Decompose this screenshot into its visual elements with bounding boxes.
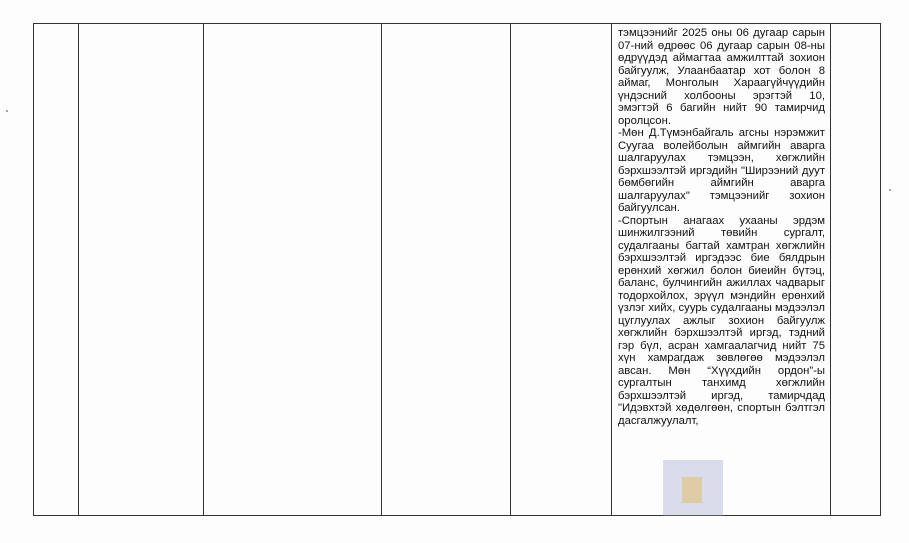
stamp-mark xyxy=(663,460,723,516)
table-cell-col4 xyxy=(382,24,511,516)
table-cell-col3 xyxy=(204,24,382,516)
table-row xyxy=(34,24,881,516)
table-cell-activity-description xyxy=(612,24,831,516)
paragraph-volleyball-event: -Мөн Д.Түмэнбайгаль агсны нэрэмжит Суугаа волейболын аймгийн аварга шалгаруулах тэмцээн, хөгжлийн бэрхшээлтэй иргэдийн "Ширээний дуут бөмбөгийн аймгийн аварга шалгаруулах" тэмцээнийг зохион байгуулсан. xyxy=(618,127,825,214)
stamp-emblem xyxy=(682,477,702,503)
table-cell-col2 xyxy=(79,24,204,516)
report-table xyxy=(33,23,881,516)
scan-speck xyxy=(6,110,8,112)
table-cell-col5 xyxy=(511,24,612,516)
paragraph-competition-summary: тэмцээнийг 2025 оны 06 дугаар сарын 07-ний өдрөөс 06 дугаар сарын 08-ны өдрүүдэд аймагтаа амжилттай зохион байгуулж, Улаанбаатар хот болон 8 аймаг, Монголын Хараагүйчүүдийн үндэсний холбооны эрэгтэй 10, эмэгтэй 6 багийн нийт 90 тамирчид оролцсон. xyxy=(618,27,825,127)
paragraph-sports-medicine-study: -Спортын анагаах ухааны эрдэм шинжилгээний төвийн сургалт, судалгааны багтай хамтран хөгжлийн бэрхшээлтэй иргэдээс бие бялдрын ерөнхий хөгжил болон биеийн бүтэц, баланс, булчингийн ажиллах чадварыг тодорхойлох, эрүүл мэндийн ерөнхий үзлэг хийх, суурь судалгааны мэдээлэл цуглуулах ажлыг зохион байгуулж хөгжлийн бэрхшээлтэй иргэд, тэдний гэр бүл, асран хамгаалагчид нийт 75 хүн хамрагдаж зөвлөгөө мэдээлэл авсан. Мөн “Хүүхдийн ордон”-ы сургалтын танхимд хөгжлийн бэрхшээлтэй иргэд, тамирчдад "Идэвхтэй хөдөлгөөн, спортын бэлтгэл дасгалжуулалт, xyxy=(618,214,825,427)
activity-text xyxy=(612,24,830,427)
table-cell-col7 xyxy=(831,24,881,516)
table-cell-col1 xyxy=(34,24,79,516)
scan-speck xyxy=(889,189,891,191)
